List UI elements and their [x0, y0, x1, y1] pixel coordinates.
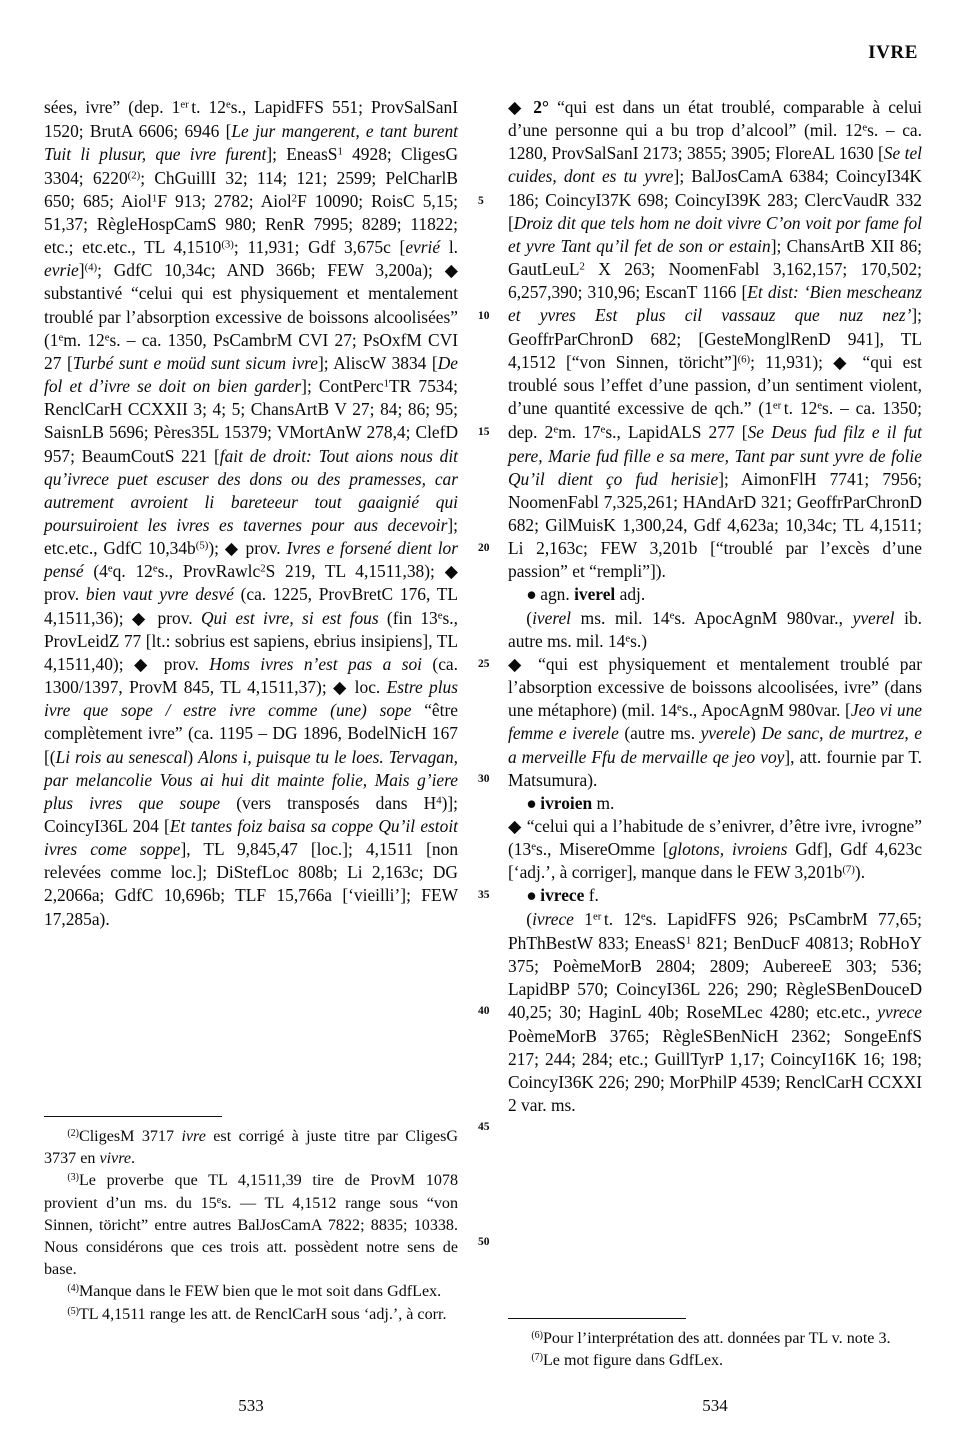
footnote-7: $^{(7)}$Le mot figure dans GdfLex.	[531, 1352, 724, 1370]
folio-left: 533	[238, 1396, 264, 1415]
entry-ivrece-headword: ● ivrece f.	[526, 885, 599, 906]
dictionary-page: IVRE sées, ivre” (dep. 1er t. 12es., LapidFFS 551; ProvSalSanI 1520; BrutA 6606; 6946 [Le jur mangerent, e tant burent Tuit li plusur, que ivre furent]; EneasS$^1$ 4928; CligesG 3304; 6220$^{(2)}$; ChGuillI 32; 114; 121; 2599; PelCharlB 650; 685; Aiol$^1$F 913; 2782; Aiol$^2$F 10090; RoisC 5,15; 51,37; RègleHospCamS 980; RenR 7995; 8289; 11822; etc.; etc.etc., TL 4,1510$^{(3)}$; 11,931; Gdf 3,675c [evrié l. evrie]$^{(4)}$; GdfC 10,34c; AND 366b; FEW 3,200a); ◆ substantivé “celui qui est physiquement et mentalement troublé par l’absorption excessive de boissons alcoolisées” (1em. 12es. – ca. 1350, PsCambrM CVI 27; PsOxfM CVI 27 [Turbé sunt e moüd sunt sicum ivre]; AliscW 3834 [De fol et d’ivre se doit on bien garder]; ContPerc$^1$TR 7534; RenclCarH CCXXII 3; 4; 5; ChansArtB V 27; 84; 86; 95; SaisnLB 5696; Pères35L 15379; VMortAnW 278,4; ClefD 957; BeaumCoutS 221 [fait de droit: Tout aions nous dit qu’ivrece puet escuser des dons ou des pramesses, car autrement avroient li bareteeur tout gaaignié qui poursuiroient les ivres es tavernes pour aus decevoir]; etc.etc., GdfC $10,34b^{(5)}$); ◆ prov. Ivres e forsené dient lor pensé (4eq. 12es., ProvRawlc$^2$S 219, TL 4,1511,38); ◆ prov. bien vaut yvre desvé (ca. 1225, ProvBretC 176, TL 4,1511,36); ◆ prov. Qui est ivre, si est fous (fin 13es., ProvLeidZ 77 [lt.: sobrius est sapiens, ebrius insipiens], TL 4,1511,40); ◆ prov. Homs ivres n’est pas a soi (ca. 1300/1397, ProvM 845, TL 4,1511,37); ◆ loc. Estre plus ivre que sope / estre ivre comme (une) sope “être complètement ivre” (ca. 1195 – DG 1896, BodelNicH 167 [(Li rois au senescal) Alons i, puisque tu le loes. Tervagan, par melancolie Vous ai hui dit mainte folie, Mais g’iere plus ivres que soupe (vers transposés dans $H^4$)]; CoincyI36L 204 [Et tantes foiz baisa sa coppe Qu’il estoit ivres come soppe], TL 9,845,47 [loc.]; 4,1511 [non relevées comme loc.]; DiStefLoc 808b; Li 2,163c; DG 2,2066a; GdfC 10,696b; TLF 15,766a [‘vieilli’]; FEW 17,285a). $^{(2)}$CligesM 3717 ivre est corrigé à juste titre par CligesG 3737 en vivre. $^{(3)}$Le proverbe que TL 4,1511,39 tire de ProvM 1078 provient d’un ms. du 15es. — TL 4,1512 range sous “von Sinnen, töricht” entre autres BalJosCamA 7822; 8835; 10338. Nous considérons que ces trois att. possèdent notre sens de base. $^{(4)}$Manque dans le FEW bien que le mot soit dans GdfLex. $^{(5)}$TL 4,1511 range les att. de RenclCarH sous ‘adj.’, à corr. 5 10 15 20 25 30 35 40 45 50 ◆ 2° “qui est dans un état troublé, comparable à celui d’une personne qui a bu trop d’alcool” (mil. 12es. – ca. 1280, ProvSalSanI 2173; 3855; 3905; FloreAL 1630 [Se tel cuides, dont es tu yvre]; BalJosCamA 6384; CoincyI34K 186; CoincyI37K 698; CoincyI39K 283; ClercVaudR 332 [Droiz dit que tels hom ne doit vivre C’on voit por fame fol et yvre Tant qu’il fet de son or estain]; ChansArtB XII 86; GautLeuL$^2$ X 263; NoomenFabl 3,162,157; 170,502; 6,257,390; 310,96; EscanT 1166 [Et dist: ‘Bien mescheanz et yvres Est plus cil vassauz que nuz nez’]; GeoffrParChronD 682; [GesteMonglRenD 941], TL 4,1512 [“von Sinnen, töricht”]$^{(6)}$; 11,931); ◆ “qui est troublé sous l’effet d’une passion, d’un sentiment violent, d’une quantité excessive de qch.” (1er t. 12es. – ca. 1350; dep. 2em. 17es., LapidALS 277 [Se Deus fud filz e il fut pere, Marie fud fille e sa mere, Tant par sunt yvre de folie Qu’il dient ço fud herisie]; AimonFlH 7741; 7956; NoomenFabl 7,325,261; HAndArD 321; GeoffrParChronD 682; GilMuisK 1,300,24, Gdf 4,623a; 10,34c; TL 4,1511; Li 2,163c; FEW 3,201b [“troublé par l’excès d’une passion” et “rempli”]). ● agn. iverel adj. (iverel ms. mil. 14es. ApocAgnM 980var., yverel ib. autre ms. mil. 14es.) ◆ “qui est physiquement et mentalement troublé par l’absorption excessive de boissons alcoolisées, ivre” (dans une métaphore) (mil. 14es., ApocAgnM 980var. [Jeo vi une femme e iverele (autre ms. yverele) De sanc, de murtrez, e a merveille Ffu de mervaille qe jeo voy], att. fournie par T. Matsumura). ● ivroien m. ◆ “celui qui a l’habitude de s’enivrer, d’être ivre, ivrogne” (13es., MisereOmme [glotons, ivroiens Gdf], Gdf 4,623c [‘adj.’, à corriger], manque dans le FEW $3,201b^{(7)}$). ● ivrece f. (ivrece 1er t. 12es. LapidFFS 926; PsCambrM 77,65; PhThBestW 833; EneasS$^1$ 821; BenDucF 40813; RobHoY 375; PoèmeMorB 2804; 2809; AubereeE 303; 536; LapidBP 570; CoincyI36L 226; 290; RègleSBenDouceD 40,25; 30; HaginL 40b; RoseMLec 4280; etc.etc., yvrece PoèmeMorB 3765; RègleSBenNicH 2362; SongeEnfS 217; 244; 284; etc.; GuillTyrP 1,17; CoincyI16K 16; 198; CoincyI36K 226; 290; MorPhilP 4539; RenclCarH CCXXI 2 var. ms. $^{(6)}$Pour l’interprétation des att. données par TL v. note 3. $^{(7)}$Le mot figure dans GdfLex. 533 534	[0, 0, 960, 1448]
left-column-body: sées, ivre” (dep. 1er t. 12es., LapidFFS 551; ProvSalSanI 1520; BrutA 6606; 6946 [Le jur mangerent, e tant burent Tuit li plusur, que ivre furent]; EneasS$^1$ 4928; CligesG 3304; 6220$^{(2)}$; ChGuillI 32; 114; 121; 2599; PelCharlB 650; 685; Aiol$^1$F 913; 2782; Aiol$^2$F 10090; RoisC 5,15; 51,37; RègleHospCamS 980; RenR 7995; 8289; 11822; etc.; etc.etc., TL 4,1510$^{(3)}$; 11,931; Gdf 3,675c [evrié l. evrie]$^{(4)}$; GdfC 10,34c; AND 366b; FEW 3,200a); ◆ substantivé “celui qui est physiquement et mentalement troublé par l’absorption excessive de boissons alcoolisées” (1em. 12es. – ca. 1350, PsCambrM CVI 27; PsOxfM CVI 27 [Turbé sunt e moüd sunt sicum ivre]; AliscW 3834 [De fol et d’ivre se doit on bien garder]; ContPerc$^1$TR 7534; RenclCarH CCXXII 3; 4; 5; ChansArtB V 27; 84; 86; 95; SaisnLB 5696; Pères35L 15379; VMortAnW 278,4; ClefD 957; BeaumCoutS 221 [fait de droit: Tout aions nous dit qu’ivrece puet escuser des dons ou des pramesses, car autrement avroient li bareteeur tout gaaignié qui poursuiroient les ivres es tavernes pour aus decevoir]; etc.etc., GdfC $10,34b^{(5)}$); ◆ prov. Ivres e forsené dient lor pensé (4eq. 12es., ProvRawlc$^2$S 219, TL 4,1511,38); ◆ prov. bien vaut yvre desvé (ca. 1225, ProvBretC 176, TL 4,1511,36); ◆ prov. Qui est ivre, si est fous (fin 13es., ProvLeidZ 77 [lt.: sobrius est sapiens, ebrius insipiens], TL 4,1511,40); ◆ prov. Homs ivres n’est pas a soi (ca. 1300/1397, ProvM 845, TL 4,1511,37); ◆ loc. Estre plus ivre que sope / estre ivre comme (une) sope “être complètement ivre” (ca. 1195 – DG 1896, BodelNicH 167 [(Li rois au senescal) Alons i, puisque tu le loes. Tervagan, par melancolie Vous ai hui dit mainte folie, Mais g’iere plus ivres que soupe (vers transposés dans $H^4$)]; CoincyI36L 204 [Et tantes foiz baisa sa coppe Qu’il estoit ivres come soppe], TL 9,845,47 [loc.]; 4,1511 [non relevées comme loc.]; DiStefLoc 808b; Li 2,163c; DG 2,2066a; GdfC 10,696b; TLF 15,766a [‘vieilli’]; FEW 17,285a).	[44, 97, 459, 929]
footnote-3: $^{(3)}$Le proverbe que TL 4,1511,39 tire de ProvM 1078 provient d’un ms. du 15es. — TL 4,1512 range sous “von Sinnen, töricht” entre autres BalJosCamA 7822; 8835; 10338. Nous considérons que ces trois att. possèdent notre sens de base.	[44, 1172, 459, 1279]
footnote-4: $^{(4)}$Manque dans le FEW bien que le mot soit dans GdfLex.	[67, 1283, 442, 1301]
entry-iverel-headword: ● agn. iverel adj.	[526, 584, 646, 605]
running-head: IVRE	[868, 42, 918, 63]
right-footnote-block	[508, 1318, 922, 1372]
entry-ivroien-sense: ◆ “celui qui a l’habitude de s’enivrer, d’être ivre, ivrogne” (13es., MisereOmme [glotons, ivroiens Gdf], Gdf 4,623c [‘adj.’, à corriger], manque dans le FEW $3,201b^{(7)}$).	[508, 816, 922, 883]
folio-right: 534	[702, 1396, 728, 1415]
right-column	[508, 96, 922, 1117]
entry-iverel-forms: (iverel ms. mil. 14es. ApocAgnM 980var., yverel ib. autre ms. mil. 14es.)	[508, 607, 922, 651]
footnote-6: $^{(6)}$Pour l’interprétation des att. données par TL v. note 3.	[531, 1329, 891, 1347]
entry-ivrece-forms: (ivrece 1er t. 12es. LapidFFS 926; PsCambrM 77,65; PhThBestW 833; EneasS$^1$ 821; BenDucF 40813; RobHoY 375; PoèmeMorB 2804; 2809; AubereeE 303; 536; LapidBP 570; CoincyI36L 226; 290; RègleSBenDouceD 40,25; 30; HaginL 40b; RoseMLec 4280; etc.etc., yvrece PoèmeMorB 3765; RègleSBenNicH 2362; SongeEnfS 217; 244; 284; etc.; GuillTyrP 1,17; CoincyI16K 16; 198; CoincyI36K 226; 290; MorPhilP 4539; RenclCarH CCXXI 2 var. ms.	[508, 908, 923, 1116]
footnote-rule-left	[44, 1116, 222, 1117]
footnote-rule-right	[508, 1318, 686, 1319]
footnote-5: $^{(5)}$TL 4,1511 range les att. de RenclCarH sous ‘adj.’, à corr.	[67, 1305, 447, 1323]
entry-iverel-sense: ◆ “qui est physiquement et mentalement troublé par l’absorption excessive de boissons alcoolisées, ivre” (dans une métaphore) (mil. 14es., ApocAgnM 980var. [Jeo vi une femme e iverele (autre ms. yverele) De sanc, de murtrez, e a merveille Ffu de mervaille qe jeo voy], att. fournie par T. Matsumura).	[508, 653, 923, 790]
right-column-body: ◆ 2° “qui est dans un état troublé, comparable à celui d’une personne qui a bu trop d’alcool” (mil. 12es. – ca. 1280, ProvSalSanI 2173; 3855; 3905; FloreAL 1630 [Se tel cuides, dont es tu yvre]; BalJosCamA 6384; CoincyI34K 186; CoincyI37K 698; CoincyI39K 283; ClercVaudR 332 [Droiz dit que tels hom ne doit vivre C’on voit por fame fol et yvre Tant qu’il fet de son or estain]; ChansArtB XII 86; GautLeuL$^2$ X 263; NoomenFabl 3,162,157; 170,502; 6,257,390; 310,96; EscanT 1166 [Et dist: ‘Bien mescheanz et yvres Est plus cil vassauz que nuz nez’]; GeoffrParChronD 682; [GesteMonglRenD 941], TL 4,1512 [“von Sinnen, töricht”]$^{(6)}$; 11,931); ◆ “qui est troublé sous l’effet d’une passion, d’un sentiment violent, d’une quantité excessive de qch.” (1er t. 12es. – ca. 1350; dep. 2em. 17es., LapidALS 277 [Se Deus fud filz e il fut pere, Marie fud fille e sa mere, Tant par sunt yvre de folie Qu’il dient ço fud herisie]; AimonFlH 7741; 7956; NoomenFabl 7,325,261; HAndArD 321; GeoffrParChronD 682; GilMuisK 1,300,24, Gdf 4,623a; 10,34c; TL 4,1511; Li 2,163c; FEW 3,201b [“troublé par l’excès d’une passion” et “rempli”]).	[508, 97, 923, 582]
left-footnote-block	[44, 1116, 458, 1326]
entry-ivroien-headword: ● ivroien m.	[526, 792, 615, 813]
footnote-2: $^{(2)}$CligesM 3717 ivre est corrigé à juste titre par CligesG 3737 en vivre.	[44, 1127, 458, 1168]
left-column	[44, 96, 458, 931]
